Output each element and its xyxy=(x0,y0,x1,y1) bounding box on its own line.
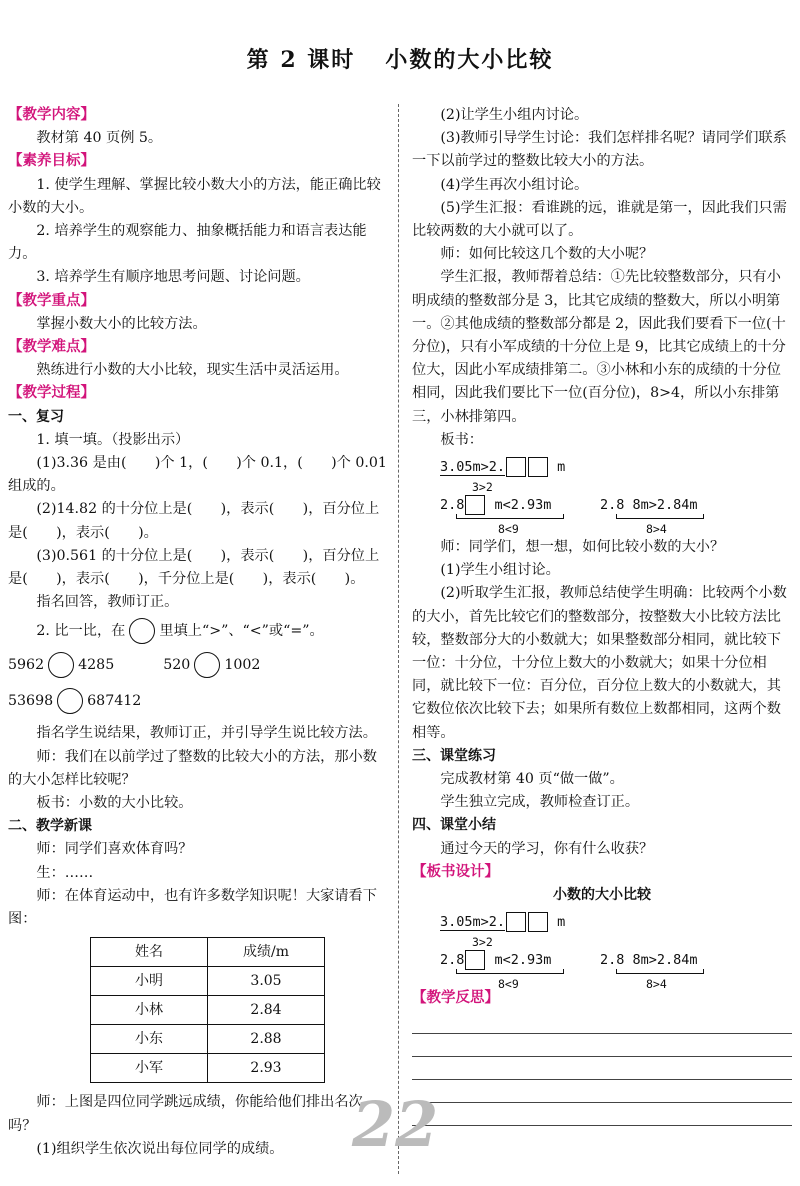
compare-2b: 1002 xyxy=(224,657,261,674)
table-row xyxy=(91,1054,325,1083)
board-design-expr-3: 2.8 8m>2.84m xyxy=(600,952,698,969)
reflection-line xyxy=(412,1033,792,1034)
table-cell: 小东 xyxy=(91,1025,208,1054)
table-cell: 2.88 xyxy=(208,1025,325,1054)
table-cell: 2.84 xyxy=(208,996,325,1025)
board-design-line-2 xyxy=(412,945,792,992)
compare-circle xyxy=(57,688,83,714)
compare-3a: 53698 xyxy=(8,693,54,710)
right-p1: (2)让学生小组内讨论。 xyxy=(440,107,589,123)
board-design-expr-2b: m<2.93m xyxy=(494,952,552,969)
table-row xyxy=(91,1025,325,1054)
board-note-3: 8>4 xyxy=(646,522,667,537)
heading-process: 【教学过程】 xyxy=(8,385,95,402)
review-1d: 指名回答，教师订正。 xyxy=(36,594,179,611)
compare-1a: 5962 xyxy=(8,657,45,674)
review-1: 1. 填一填。（投影出示） xyxy=(36,431,190,448)
review-4: 师：我们在以前学过了整数的比较大小的方法，那小数的大小怎样比较呢？ xyxy=(8,748,377,788)
review-2 xyxy=(8,618,388,644)
column-divider xyxy=(398,104,399,1174)
practice-1: 完成教材第 40 页“做一做”。 xyxy=(440,771,624,788)
compare-circle xyxy=(194,652,220,678)
summary-1: 通过今天的学习，你有什么收获？ xyxy=(440,840,654,857)
review-1c: (3)0.561 的十分位上是( )，表示( )，百分位上是( )，表示( )，千分位上是( )，表示( )。 xyxy=(8,547,380,588)
practice-2: 学生独立完成，教师检查订正。 xyxy=(440,794,640,811)
table-cell: 小军 xyxy=(91,1054,208,1083)
reflection-line xyxy=(412,1102,792,1103)
right-column xyxy=(412,104,792,1126)
review-1a: (1)3.36 是由( )个 1，( )个 0.1，( )个 0.01 组成的。 xyxy=(8,455,387,495)
new-5: (1)组织学生依次说出每位同学的成绩。 xyxy=(36,1140,284,1157)
left-column xyxy=(8,104,388,1161)
difficulty-text: 熟练进行小数的大小比较，现实生活中灵活运用。 xyxy=(36,362,349,379)
review-2a: 2. 比一比，在 xyxy=(36,623,126,640)
heading-new: 二、教学新课 xyxy=(8,818,92,835)
board-expr-2a: 2.8 xyxy=(440,497,465,514)
page-number: 22 xyxy=(352,1088,439,1161)
board-design-note-3: 8>4 xyxy=(646,977,667,992)
board-line-2 xyxy=(412,490,792,537)
board-design-unit: m xyxy=(557,914,566,931)
reflection-line xyxy=(412,1125,792,1126)
compare-2a: 520 xyxy=(163,657,191,674)
heading-board: 【板书设计】 xyxy=(412,863,499,880)
new-1: 师：同学们喜欢体育吗？ xyxy=(36,841,193,858)
board-title: 小数的大小比较 xyxy=(553,887,651,904)
compare-3b: 687412 xyxy=(87,693,142,710)
blank-box xyxy=(528,912,548,932)
compare-circle xyxy=(48,652,74,678)
blank-box xyxy=(506,912,526,932)
right-p9: (1)学生小组讨论。 xyxy=(440,562,560,579)
board-expr-1 xyxy=(440,456,565,479)
compare-1b: 4285 xyxy=(78,657,115,674)
board-design-expr-2a: 2.8 xyxy=(440,952,465,969)
right-p5: 师：如何比较这几个数的大小呢？ xyxy=(440,246,654,263)
new-4: 师：上图是四位同学跳远成绩，你能给他们排出名次吗？ xyxy=(8,1094,363,1134)
board-design-note-2: 8<9 xyxy=(498,977,519,992)
right-p10: (2)听取学生汇报，教师总结使学生明确：比较两个小数的大小，首先比较它们的整数部分，按整数大小比较方法比较，整数部分大的小数就大；如果整数部分相同，就比较下一位：十分位，十分位上数大的小数就大；如果十分位相同，就比较下一位：百分位，百分位上数大的小数就大，其它数位依次比较下去；如果所有数位上数都相同，这两个数相等。 xyxy=(412,585,787,741)
heading-practice: 三、课堂练习 xyxy=(412,747,496,764)
heading-key: 【教学重点】 xyxy=(8,292,95,309)
blank-box xyxy=(528,457,548,477)
board-design-note-1: 3>2 xyxy=(472,935,493,950)
board-design-line-1 xyxy=(412,907,792,950)
table-cell: 小明 xyxy=(91,967,208,996)
compare-row-2 xyxy=(8,688,388,714)
blank-box xyxy=(465,495,485,515)
goal-3: 3. 培养学生有顺序地思考问题、讨论问题。 xyxy=(36,269,310,286)
reflection-line xyxy=(412,1056,792,1057)
lesson-topic: 小数的大小比较 xyxy=(385,47,554,73)
review-5: 板书：小数的大小比较。 xyxy=(36,795,193,812)
board-design-expr-1 xyxy=(440,911,565,934)
right-p3: (4)学生再次小组讨论。 xyxy=(440,176,589,193)
goal-2: 2. 培养学生的观察能力、抽象概括能力和语言表达能力。 xyxy=(8,223,367,263)
review-3: 指名学生说结果，教师订正，并引导学生说比较方法。 xyxy=(36,725,377,742)
heading-reflect: 【教学反思】 xyxy=(412,990,499,1007)
heading-review: 一、复习 xyxy=(8,408,64,425)
table-row xyxy=(91,967,325,996)
table-header: 姓名 xyxy=(91,938,208,967)
new-2: 生：…… xyxy=(36,864,94,881)
board-line-1 xyxy=(412,452,792,495)
board-expr-2b: m<2.93m xyxy=(494,497,552,514)
right-p8: 师：同学们，想一想，如何比较小数的大小？ xyxy=(440,539,725,556)
heading-content: 【教学内容】 xyxy=(8,107,95,123)
board-note-2: 8<9 xyxy=(498,522,519,537)
blank-box xyxy=(465,950,485,970)
right-p4: (5)学生汇报：看谁跳的远，谁就是第一，因此我们只需比较两数的大小就可以了。 xyxy=(412,199,787,240)
table-cell: 3.05 xyxy=(208,967,325,996)
table-cell: 2.93 xyxy=(208,1054,325,1083)
new-3: 师：在体育运动中，也有许多数学知识呢！大家请看下图： xyxy=(8,887,377,928)
lesson-number: 第 2 课时 xyxy=(246,47,356,73)
heading-goals: 【素养目标】 xyxy=(8,153,95,170)
table-header: 成绩/m xyxy=(208,938,325,967)
review-1b: (2)14.82 的十分位上是( )，表示( )，百分位上是( )，表示( )。 xyxy=(8,501,380,541)
board-expr-3: 2.8 8m>2.84m xyxy=(600,497,698,514)
right-p6: 学生汇报，教师帮着总结：①先比较整数部分，只有小明成绩的整数部分是 3，比其它成绩的整数大，所以小明第一。②其他成绩的整数部分都是 2，因此我们要看下一位(十分位)，只有小军成绩的十分位上是 9，比其它成绩上的十分位大，因此小军成绩排第二。③小林和小东的成绩的十分位相同，因此我们要比下一位(百分位)，8>4，所以小东排第三，小林排第四。 xyxy=(412,269,786,425)
review-2b: 里填上“>”、“<”或“=”。 xyxy=(159,623,324,640)
board-note-1: 3>2 xyxy=(472,480,493,495)
right-p7: 板书： xyxy=(440,431,483,448)
page-title xyxy=(0,43,800,74)
heading-difficulty: 【教学难点】 xyxy=(8,339,95,356)
compare-row-1 xyxy=(8,652,388,678)
heading-summary: 四、课堂小结 xyxy=(412,817,496,834)
content-text: 教材第 40 页例 5。 xyxy=(36,130,163,147)
goal-1: 1. 使学生理解、掌握比较小数大小的方法，能正确比较小数的大小。 xyxy=(8,176,381,216)
board-expr-1-main: 3.05m>2. xyxy=(440,459,506,476)
key-text: 掌握小数大小的比较方法。 xyxy=(36,315,207,332)
table-cell: 小林 xyxy=(91,996,208,1025)
board-design-expr-1-main: 3.05m>2. xyxy=(440,914,506,931)
table-row xyxy=(91,996,325,1025)
right-p2: (3)教师引导学生讨论：我们怎样排名呢？请同学们联系一下以前学过的整数比较大小的方法。 xyxy=(412,130,787,170)
board-unit: m xyxy=(557,459,566,476)
blank-box xyxy=(506,457,526,477)
blank-circle xyxy=(129,618,155,644)
table-header-row xyxy=(91,938,325,967)
reflection-line xyxy=(412,1079,792,1080)
score-table xyxy=(90,937,325,1083)
